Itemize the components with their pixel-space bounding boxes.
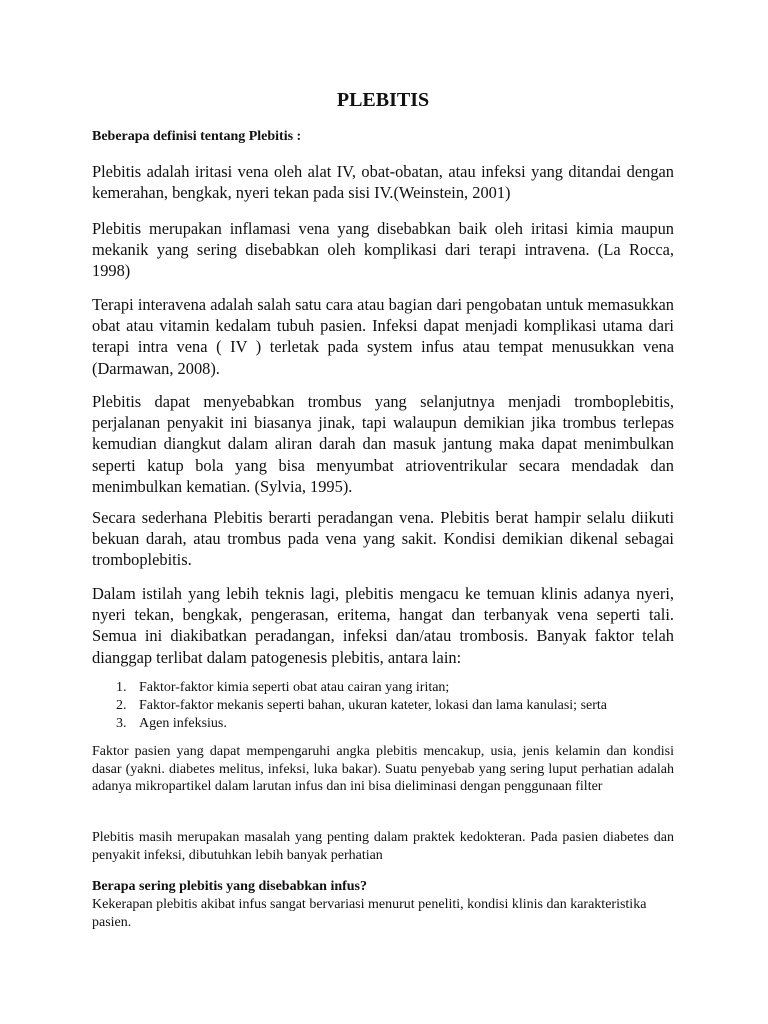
list-item-text: Faktor-faktor kimia seperti obat atau cairan yang iritan; — [139, 680, 450, 695]
paragraph-definition-3: Terapi interavena adalah salah satu cara atau bagian dari pengobatan untuk memasukkan obat atau vitamin kedalam tubuh pasien. Infeksi dapat menjadi komplikasi utama dari terapi intra vena ( IV ) terletak pada system infus atau tempat menusukkan vena (Darmawan, 2008). — [92, 295, 674, 378]
list-item-number: 1. — [116, 680, 127, 695]
paragraph-definition-1: Plebitis adalah iritasi vena oleh alat IV, obat-obatan, atau infeksi yang ditandai dengan kemerahan, bengkak, nyeri tekan pada sisi IV.(Weinstein, 2001) — [92, 162, 674, 203]
page-title: PLEBITIS — [336, 89, 430, 111]
list-item-text: Faktor-faktor mekanis seperti bahan, ukuran kateter, lokasi dan lama kanulasi; serta — [139, 698, 607, 713]
paragraph-definition-4: Plebitis dapat menyebabkan trombus yang selanjutnya menjadi tromboplebitis, perjalanan penyakit ini biasanya jinak, tapi walaupun demikian jika trombus terlepas kemudian diangkut dalam aliran darah dan masuk jantung maka dapat menimbulkan seperti katup bola yang bisa menyumbat atrioventrikular secara mendadak dan menimbulkan kematian. (Sylvia, 1995). — [92, 392, 674, 496]
paragraph-problem: Plebitis masih merupakan masalah yang penting dalam praktek kedokteran. Pada pasien diabetes dan penyakit infeksi, dibutuhkan lebih banyak perhatian — [92, 830, 674, 863]
definitions-heading: Beberapa definisi tentang Plebitis : — [92, 129, 302, 144]
list-item — [92, 715, 674, 733]
list-item-number: 3. — [116, 716, 127, 731]
paragraph-definition-6: Dalam istilah yang lebih teknis lagi, plebitis mengacu ke temuan klinis adanya nyeri, nyeri tekan, bengkak, pengerasan, eritema, hangat dan terbanyak vena seperti tali. Semua ini diakibatkan peradangan, infeksi dan/atau trombosis. Banyak faktor telah dianggap terlibat dalam patogenesis plebitis, antara lain: — [92, 584, 674, 667]
list-item-text: Agen infeksius. — [139, 716, 227, 731]
paragraph-patient-factors: Faktor pasien yang dapat mempengaruhi angka plebitis mencakup, usia, jenis kelamin dan kondisi dasar (yakni. diabetes melitus, infeksi, luka bakar). Suatu penyebab yang sering luput perhatian adalah adanya mikropartikel dalam larutan infus dan ini bisa dieliminasi dengan penggunaan filter — [92, 744, 674, 795]
factor-list — [92, 679, 674, 733]
list-item — [92, 679, 674, 697]
question-answer: Kekerapan plebitis akibat infus sangat bervariasi menurut peneliti, kondisi klinis dan karakteristika pasien. — [92, 897, 647, 930]
list-item-number: 2. — [116, 698, 127, 713]
question-heading: Berapa sering plebitis yang disebabkan infus? — [92, 879, 368, 894]
paragraph-definition-2: Plebitis merupakan inflamasi vena yang disebabkan baik oleh iritasi kimia maupun mekanik yang sering disebabkan oleh komplikasi dari terapi intravena. (La Rocca, 1998) — [92, 219, 674, 281]
list-item — [92, 697, 674, 715]
paragraph-definition-5: Secara sederhana Plebitis berarti peradangan vena. Plebitis berat hampir selalu diikuti bekuan darah, atau trombus pada vena yang sakit. Kondisi demikian dikenal sebagai tromboplebitis. — [92, 508, 674, 570]
